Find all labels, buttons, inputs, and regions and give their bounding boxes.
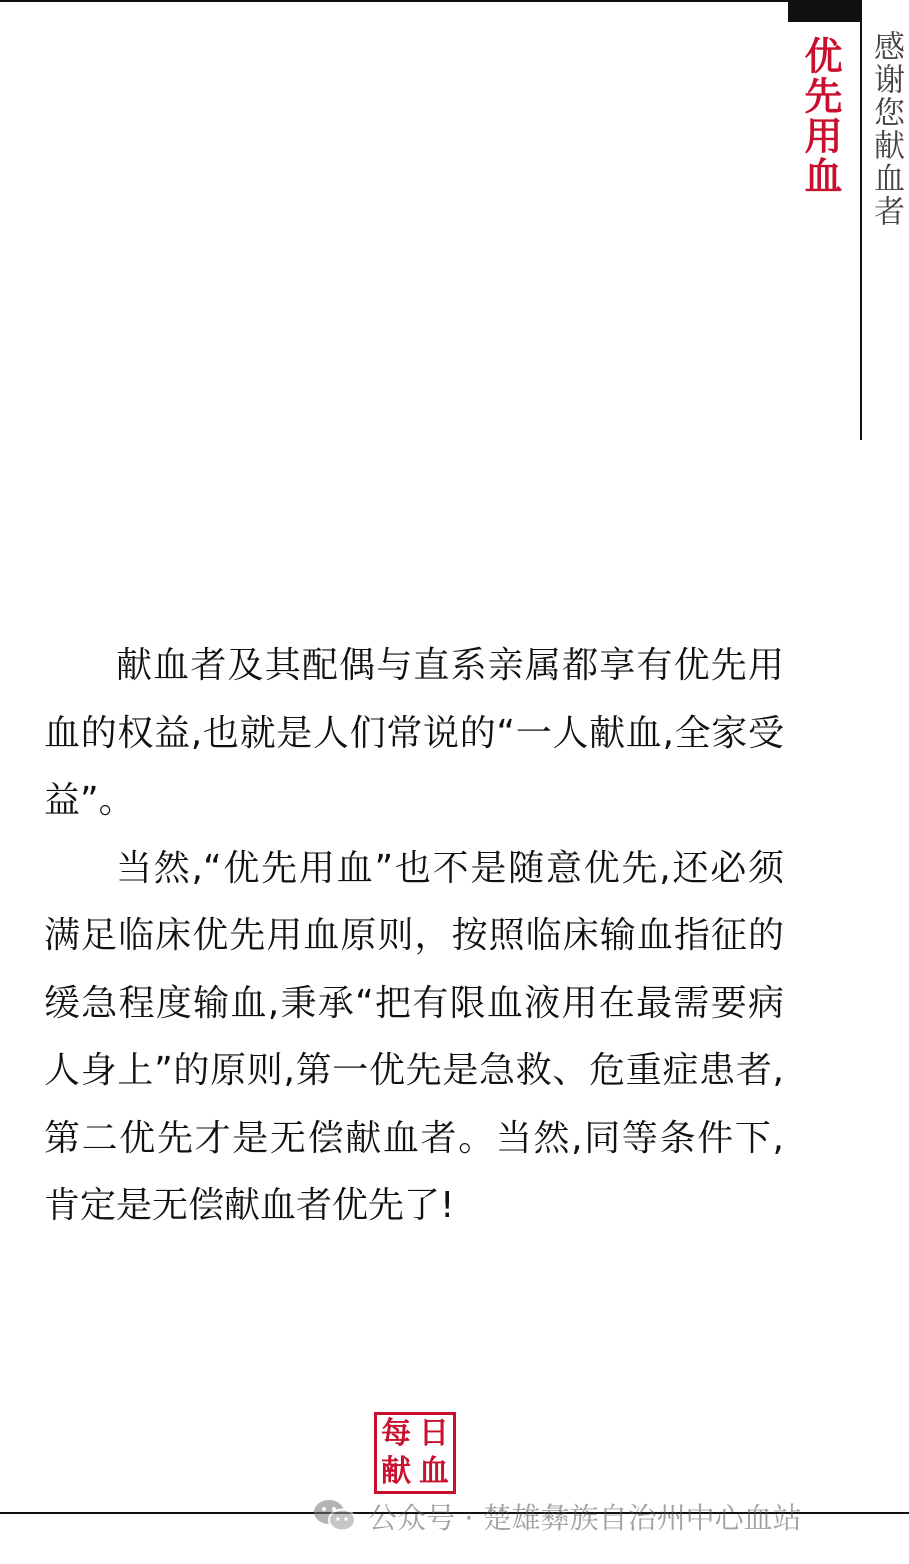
top-rule <box>0 0 862 2</box>
article-body <box>44 632 784 1240</box>
daily-blood-donation-logo <box>374 1412 456 1494</box>
logo-char: 血 <box>419 1454 449 1489</box>
wechat-icon <box>312 1498 358 1534</box>
page-title: 优先用血 <box>798 36 842 196</box>
paragraph: 献血者及其配偶与直系亲属都享有优先用血的权益,也就是人们常说的“一人献血,全家受益”。 <box>44 645 784 821</box>
side-caption: 感谢您献血者 <box>868 30 904 228</box>
side-rule <box>860 0 862 440</box>
logo-char: 日 <box>419 1416 449 1451</box>
top-corner-block <box>788 0 862 22</box>
account-watermark <box>312 1494 802 1538</box>
account-name: 公众号 · 楚雄彝族自治州中心血站 <box>368 1500 802 1535</box>
logo-char: 每 <box>381 1416 411 1451</box>
logo-char: 献 <box>381 1454 411 1489</box>
paragraph: 当然,“优先用血”也不是随意优先,还必须满足临床优先用血原则，按照临床输血指征的缓急程度输血,秉承“把有限血液用在最需要病人身上”的原则,第一优先是急救、危重症患者,第二优先才是无偿献血者。当然,同等条件下,肯定是无偿献血者优先了! <box>44 847 784 1226</box>
